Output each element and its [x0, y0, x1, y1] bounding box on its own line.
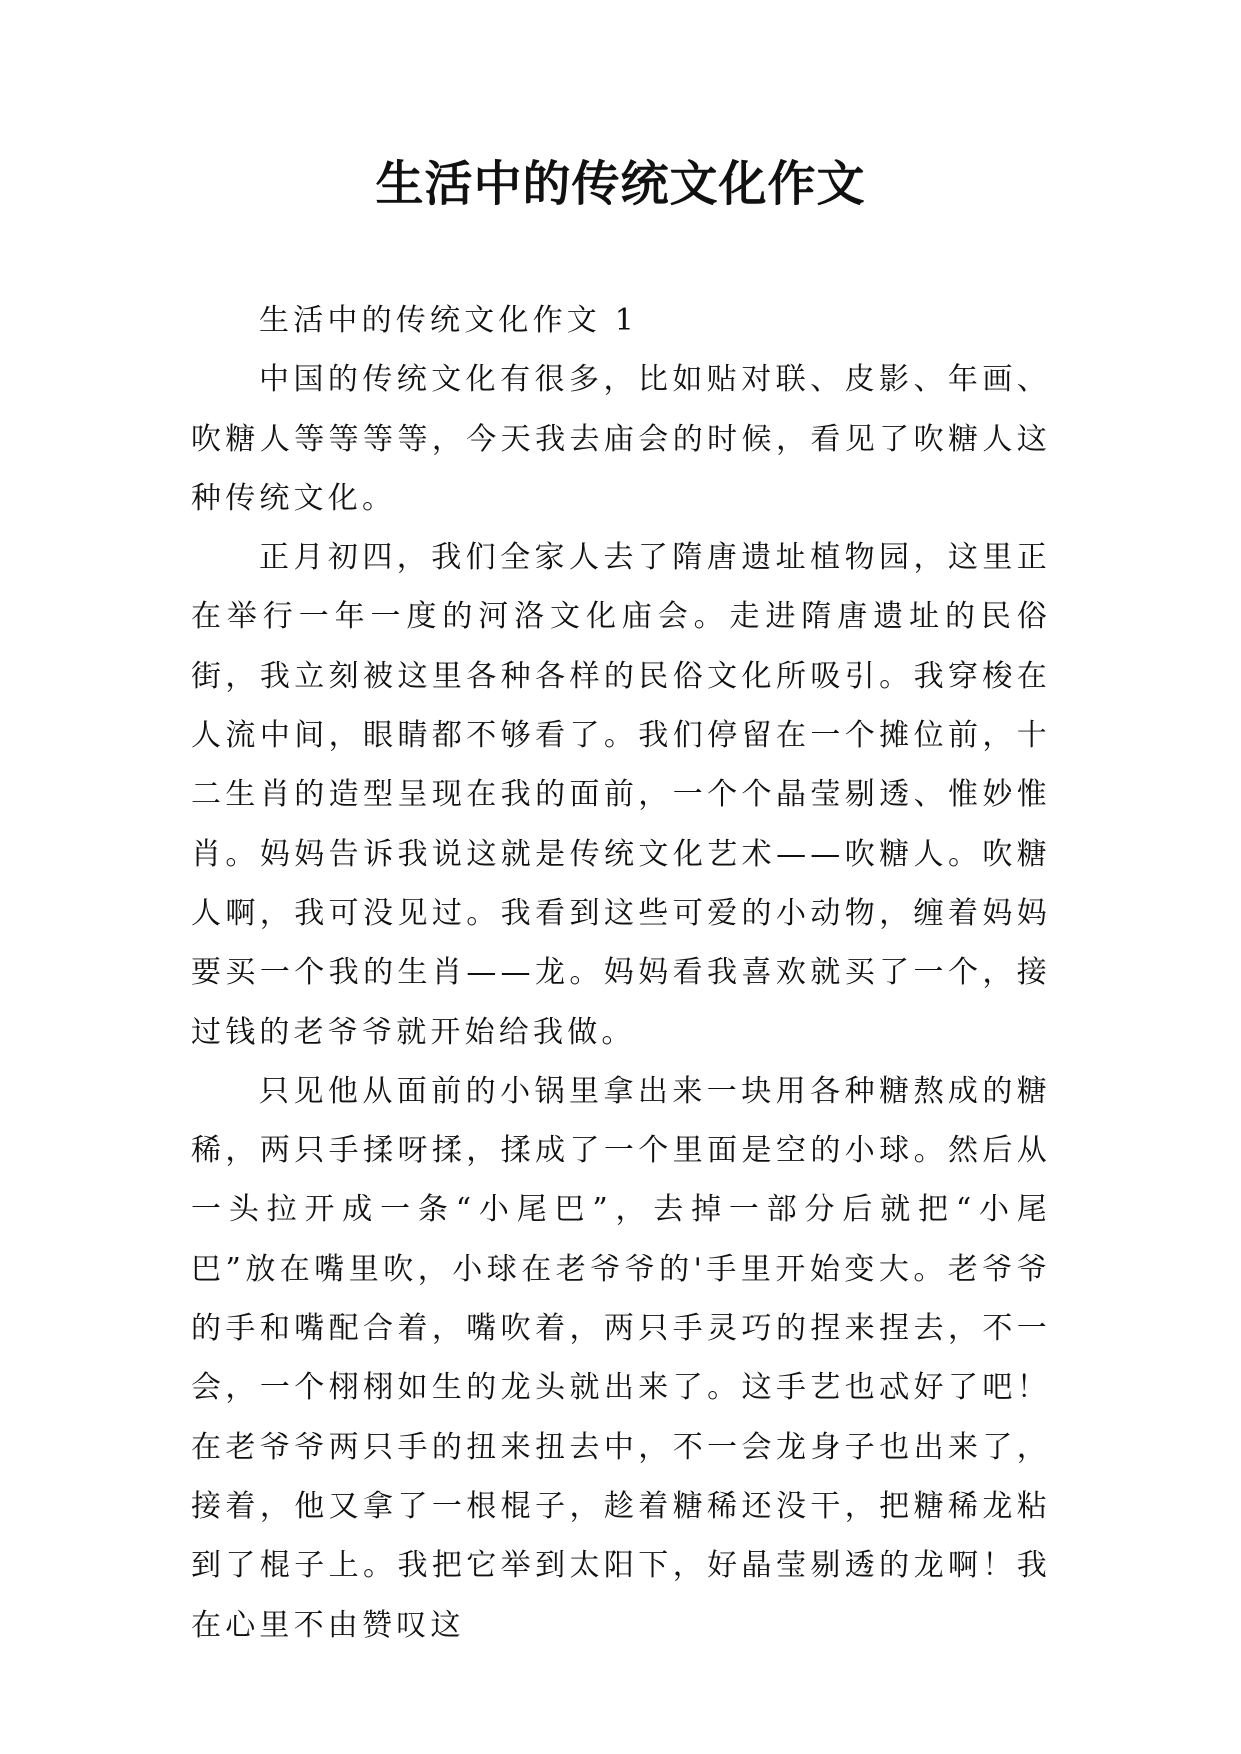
document-body	[191, 291, 1051, 1655]
paragraph: 正月初四，我们全家人去了隋唐遗址植物园，这里正在举行一年一度的河洛文化庙会。走进隋唐遗址的民俗街，我立刻被这里各种各样的民俗文化所吸引。我穿梭在人流中间，眼睛都不够看了。我们停留在一个摊位前，十二生肖的造型呈现在我的面前，一个个晶莹剔透、惟妙惟肖。妈妈告诉我说这就是传统文化艺术——吹糖人。吹糖人啊，我可没见过。我看到这些可爱的小动物，缠着妈妈要买一个我的生肖——龙。妈妈看我喜欢就买了一个，接过钱的老爷爷就开始给我做。	[191, 540, 1051, 1050]
paragraph: 中国的传统文化有很多，比如贴对联、皮影、年画、吹糖人等等等等，今天我去庙会的时候，看见了吹糖人这种传统文化。	[191, 362, 1051, 516]
paragraph-heading: 生活中的传统文化作文 1	[259, 303, 639, 338]
document-title: 生活中的传统文化作文	[375, 156, 866, 212]
paragraph: 只见他从面前的小锅里拿出来一块用各种糖熬成的糖稀，两只手揉呀揉，揉成了一个里面是空的小球。然后从一头拉开成一条“小尾巴”，去掉一部分后就把“小尾巴”放在嘴里吹，小球在老爷爷的'手里开始变大。老爷爷的手和嘴配合着，嘴吹着，两只手灵巧的捏来捏去，不一会，一个栩栩如生的龙头就出来了。这手艺也忒好了吧！在老爷爷两只手的扭来扭去中，不一会龙身子也出来了，接着，他又拿了一根棍子，趁着糖稀还没干，把糖稀龙粘到了棍子上。我把它举到太阳下，好晶莹剔透的龙啊！我在心里不由赞叹这	[191, 1073, 1051, 1643]
